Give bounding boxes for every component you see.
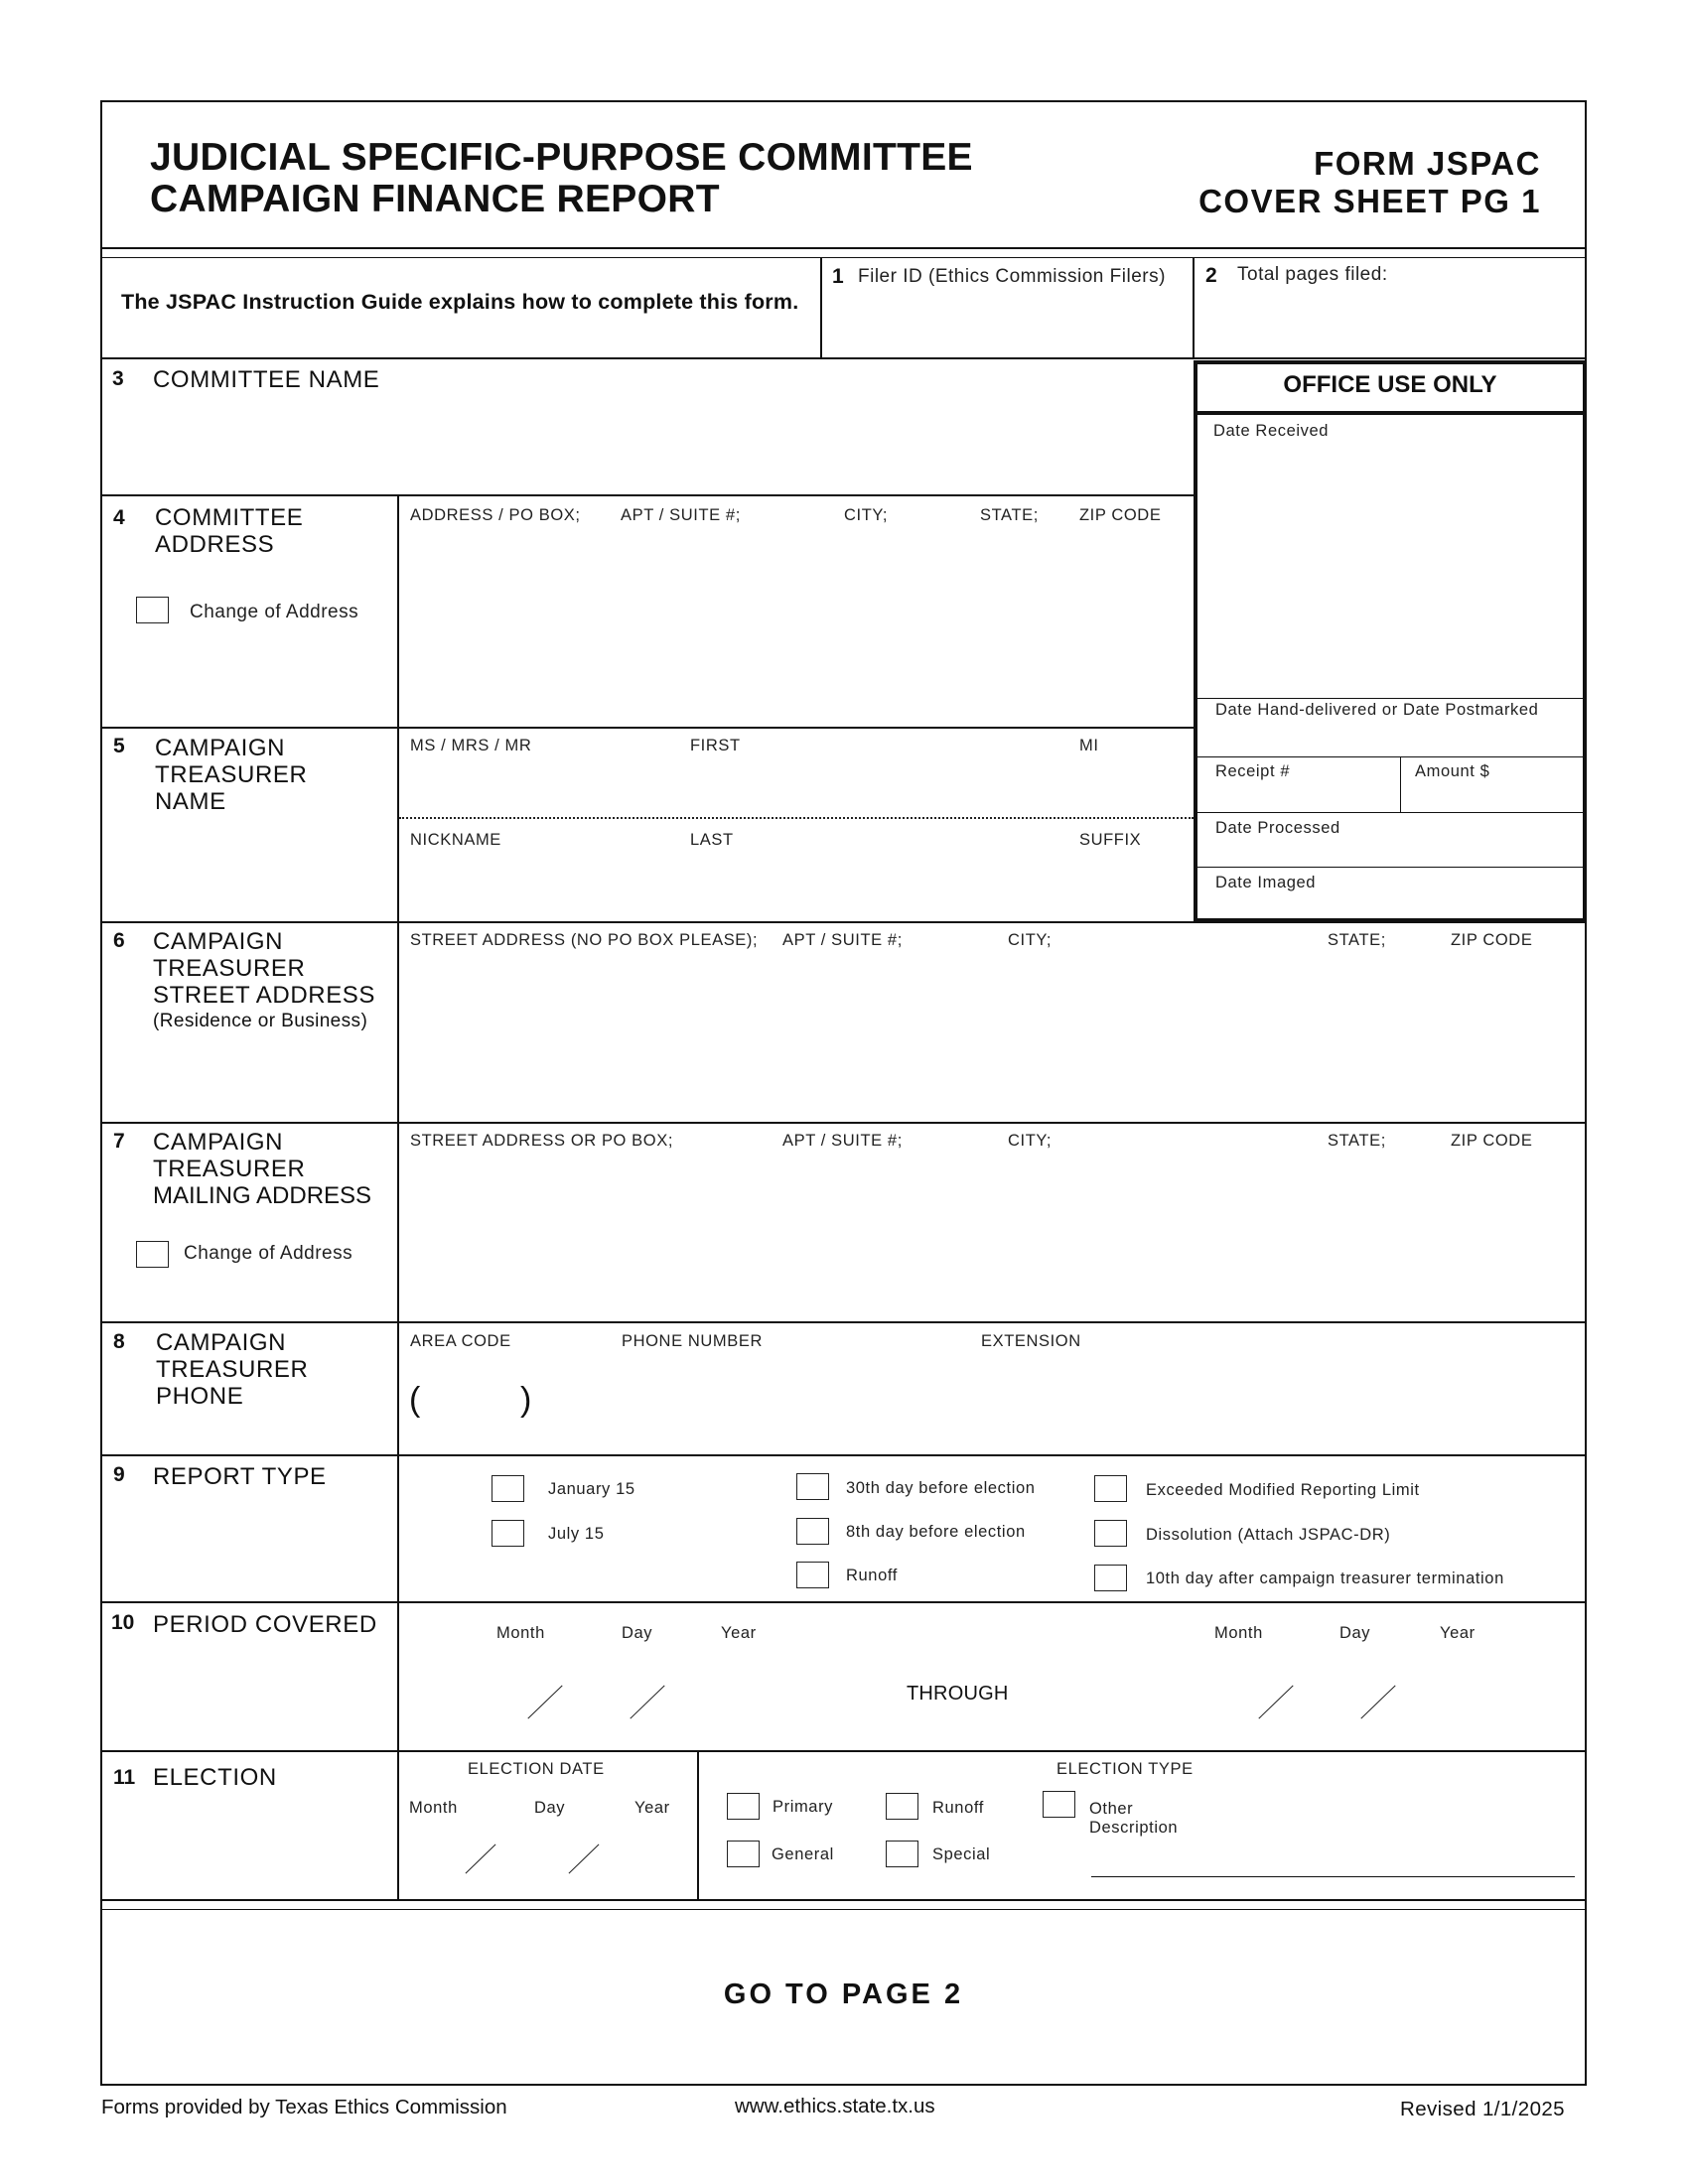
row-rule [100, 494, 1194, 496]
office-use-title: OFFICE USE ONLY [1283, 371, 1497, 398]
election-type-option: General [772, 1845, 834, 1863]
field-number: 7 [113, 1130, 125, 1153]
office-use-box [1194, 360, 1587, 922]
street-col-label: STREET ADDRESS (NO PO BOX PLEASE); [410, 931, 759, 949]
field-number: 6 [113, 929, 125, 952]
bottom-rule-top [100, 1899, 1587, 1901]
last-name-label: LAST [690, 831, 734, 849]
total-pages-label[interactable]: Total pages filed: [1237, 264, 1388, 285]
state-col-label: STATE; [1328, 1132, 1386, 1150]
date-hand-delivered-label: Date Hand-delivered or Date Postmarked [1215, 701, 1539, 719]
form-title-line2: CAMPAIGN FINANCE REPORT [150, 178, 720, 220]
election-type-header: ELECTION TYPE [1056, 1760, 1194, 1778]
address-col-label: ADDRESS / PO BOX; [410, 506, 581, 524]
report-type-checkbox[interactable] [492, 1475, 524, 1502]
nickname-label: NICKNAME [410, 831, 501, 849]
field-number: 9 [113, 1463, 125, 1486]
row-rule [100, 727, 1194, 729]
to-day-label: Day [1339, 1624, 1371, 1642]
election-label: ELECTION [153, 1764, 277, 1791]
election-month-label: Month [409, 1799, 458, 1817]
period-covered-label: PERIOD COVERED [153, 1611, 377, 1638]
form-id: FORM JSPAC [1314, 145, 1541, 182]
zip-col-label: ZIP CODE [1451, 1132, 1533, 1150]
treasurer-mailing-label: TREASURER [153, 1156, 306, 1182]
residence-note: (Residence or Business) [153, 1011, 368, 1031]
footer-left: Forms provided by Texas Ethics Commission [101, 2096, 507, 2118]
phone-number-label: PHONE NUMBER [622, 1332, 763, 1350]
treasurer-phone-label: PHONE [156, 1383, 244, 1410]
field-number: 5 [113, 735, 125, 757]
report-type-option: 30th day before election [846, 1479, 1036, 1497]
report-type-checkbox[interactable] [796, 1562, 829, 1588]
field-number: 11 [113, 1766, 136, 1789]
date-imaged-label: Date Imaged [1215, 874, 1317, 891]
election-type-checkbox[interactable] [886, 1793, 918, 1820]
area-code-open-paren: ( [409, 1381, 421, 1419]
extension-label: EXTENSION [981, 1332, 1081, 1350]
election-type-option: Primary [773, 1798, 834, 1816]
treasurer-name-label: CAMPAIGN [155, 735, 286, 761]
from-month-label: Month [496, 1624, 545, 1642]
city-col-label: CITY; [1008, 931, 1053, 949]
row-rule [100, 1321, 1587, 1323]
salutation-label: MS / MRS / MR [410, 737, 532, 754]
footer-url[interactable]: www.ethics.state.tx.us [735, 2095, 935, 2117]
divider [697, 1750, 699, 1900]
from-year-label: Year [721, 1624, 757, 1642]
change-of-address-label: Change of Address [184, 1243, 353, 1264]
treasurer-street-label: TREASURER [153, 955, 306, 982]
report-type-option: Exceeded Modified Reporting Limit [1146, 1481, 1420, 1499]
apt-col-label: APT / SUITE #; [782, 1132, 903, 1150]
date-received-label: Date Received [1213, 422, 1330, 440]
area-code-label: AREA CODE [410, 1332, 511, 1350]
treasurer-phone-label: TREASURER [156, 1356, 309, 1383]
report-type-option: Dissolution (Attach JSPAC-DR) [1146, 1526, 1391, 1544]
row-rule [100, 1122, 1587, 1124]
form-title-line1: JUDICIAL SPECIFIC-PURPOSE COMMITTEE [150, 136, 973, 179]
footer-revised: Revised 1/1/2025 [1400, 2098, 1565, 2120]
dotted-divider [399, 817, 1194, 819]
office-rule [1194, 698, 1587, 699]
row-rule [100, 921, 1587, 923]
field-number: 1 [832, 265, 844, 288]
election-type-option: Special [932, 1845, 991, 1863]
election-type-option: Runoff [932, 1799, 984, 1817]
election-type-checkbox[interactable] [727, 1841, 760, 1867]
treasurer-mailing-label: MAILING ADDRESS [153, 1182, 372, 1209]
divider [820, 257, 822, 358]
row-rule [100, 357, 1587, 359]
report-type-checkbox[interactable] [1094, 1475, 1127, 1502]
office-rule [1194, 756, 1587, 757]
divider [1193, 257, 1195, 358]
description-underline[interactable] [1091, 1876, 1575, 1877]
header-rule-top [100, 247, 1587, 249]
change-of-address-checkbox[interactable] [136, 1241, 169, 1268]
city-col-label: CITY; [844, 506, 889, 524]
field-number: 2 [1205, 264, 1217, 287]
change-of-address-label: Change of Address [190, 602, 359, 622]
bottom-rule-bottom [100, 1909, 1587, 1910]
office-rule [1194, 812, 1587, 813]
field-number: 4 [113, 506, 125, 529]
to-month-label: Month [1214, 1624, 1263, 1642]
zip-col-label: ZIP CODE [1079, 506, 1162, 524]
from-day-label: Day [622, 1624, 653, 1642]
change-of-address-checkbox[interactable] [136, 597, 169, 623]
election-type-checkbox[interactable] [886, 1841, 918, 1867]
report-type-checkbox[interactable] [492, 1520, 524, 1547]
office-rule [1194, 867, 1587, 868]
city-col-label: CITY; [1008, 1132, 1053, 1150]
row-rule [100, 1454, 1587, 1456]
treasurer-name-label: TREASURER [155, 761, 308, 788]
treasurer-street-label: STREET ADDRESS [153, 982, 376, 1009]
office-rule [1194, 411, 1587, 415]
field-number: 8 [113, 1330, 125, 1353]
report-type-label: REPORT TYPE [153, 1463, 327, 1490]
report-type-checkbox[interactable] [796, 1518, 829, 1545]
field-number: 10 [111, 1611, 135, 1634]
report-type-option: Runoff [846, 1567, 898, 1584]
treasurer-name-label: NAME [155, 788, 226, 815]
row-rule [100, 1601, 1587, 1603]
report-type-option: July 15 [548, 1525, 605, 1543]
report-type-option: 10th day after campaign treasurer termination [1146, 1570, 1504, 1587]
report-type-checkbox[interactable] [1094, 1565, 1127, 1591]
street-col-label: STREET ADDRESS OR PO BOX; [410, 1132, 674, 1150]
report-type-option: January 15 [548, 1480, 635, 1498]
report-type-option: 8th day before election [846, 1523, 1026, 1541]
area-code-close-paren: ) [520, 1381, 532, 1419]
treasurer-street-label: CAMPAIGN [153, 928, 284, 955]
committee-name-label[interactable]: COMMITTEE NAME [153, 366, 380, 393]
page-label: COVER SHEET PG 1 [1198, 183, 1541, 219]
report-type-checkbox[interactable] [796, 1473, 829, 1500]
zip-col-label: ZIP CODE [1451, 931, 1533, 949]
header-rule-bottom [100, 257, 1587, 258]
election-type-checkbox[interactable] [727, 1793, 760, 1820]
to-year-label: Year [1440, 1624, 1476, 1642]
election-type-checkbox[interactable] [1043, 1791, 1075, 1818]
treasurer-mailing-label: CAMPAIGN [153, 1129, 284, 1156]
apt-col-label: APT / SUITE #; [782, 931, 903, 949]
election-day-label: Day [534, 1799, 566, 1817]
election-date-header: ELECTION DATE [468, 1760, 605, 1778]
committee-address-label: ADDRESS [155, 531, 275, 558]
first-name-label: FIRST [690, 737, 741, 754]
state-col-label: STATE; [1328, 931, 1386, 949]
go-to-page-2: GO TO PAGE 2 [723, 1979, 964, 2010]
apt-col-label: APT / SUITE #; [621, 506, 741, 524]
suffix-label: SUFFIX [1079, 831, 1142, 849]
state-col-label: STATE; [980, 506, 1039, 524]
amount-label: Amount $ [1415, 762, 1490, 780]
label-column-divider [397, 494, 399, 1900]
filer-id-label[interactable]: Filer ID (Ethics Commission Filers) [858, 266, 1166, 287]
report-type-checkbox[interactable] [1094, 1520, 1127, 1547]
election-type-description-label: Description [1089, 1819, 1179, 1837]
field-number: 3 [112, 367, 124, 390]
treasurer-phone-label: CAMPAIGN [156, 1329, 287, 1356]
instructions-text: The JSPAC Instruction Guide explains how to complete this form. [121, 290, 799, 314]
election-year-label: Year [634, 1799, 670, 1817]
date-processed-label: Date Processed [1215, 819, 1340, 837]
through-label: THROUGH [907, 1683, 1009, 1705]
office-divider [1400, 756, 1401, 812]
middle-initial-label: MI [1079, 737, 1099, 754]
election-type-option: Other [1089, 1800, 1134, 1818]
committee-address-label: COMMITTEE [155, 504, 304, 531]
receipt-label: Receipt # [1215, 762, 1291, 780]
row-rule [100, 1750, 1587, 1752]
